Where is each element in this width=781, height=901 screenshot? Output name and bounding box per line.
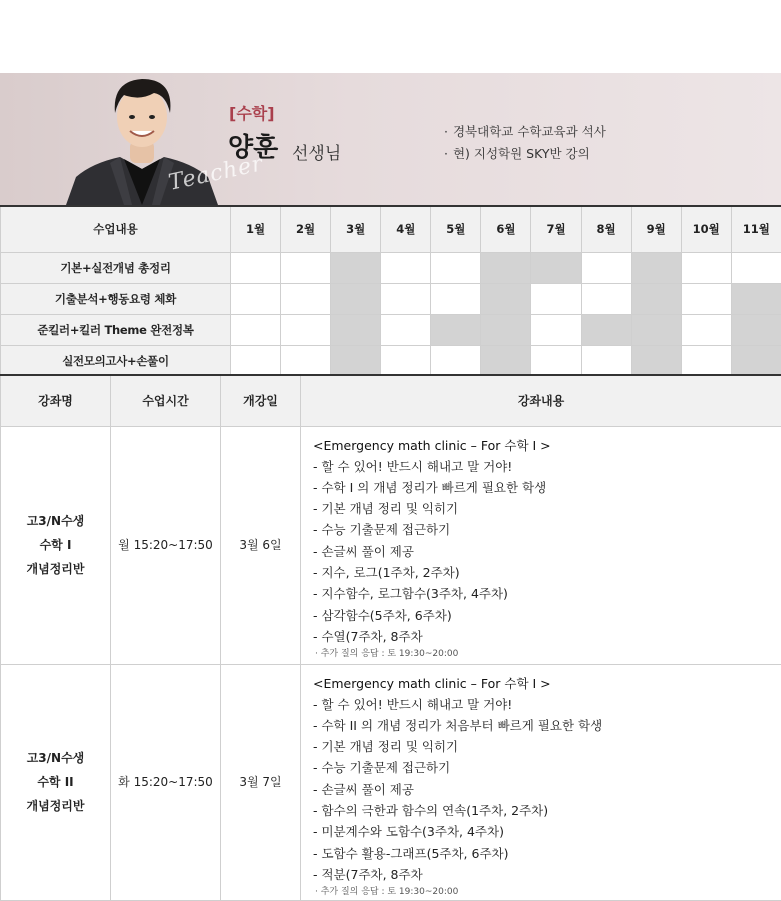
schedule-cell <box>581 252 631 283</box>
schedule-cell <box>431 283 481 314</box>
schedule-cell <box>231 314 281 345</box>
schedule-row <box>1 314 781 345</box>
start-date-cell: 3월 6일 <box>221 426 301 664</box>
class-time-cell: 화 15:20~17:50 <box>111 664 221 901</box>
teacher-banner <box>0 73 781 205</box>
header-class-time: 수업시간 <box>111 375 221 426</box>
month-header: 1월 <box>231 206 281 252</box>
schedule-cell-active <box>431 314 481 345</box>
month-header: 10월 <box>681 206 731 252</box>
schedule-cell-active <box>331 283 381 314</box>
schedule-cell <box>681 252 731 283</box>
list-item: - 수능 기출문제 접근하기 <box>313 760 451 776</box>
start-date-cell: 3월 7일 <box>221 664 301 901</box>
monthly-schedule-table <box>0 205 781 377</box>
qa-note: · 추가 질의 응답 : 토 19:30~20:00 <box>315 887 459 898</box>
course-content-cell <box>301 664 781 901</box>
schedule-cell-active <box>631 283 681 314</box>
schedule-cell <box>681 314 731 345</box>
schedule-cell <box>681 283 731 314</box>
header-course-content: 강좌내용 <box>301 375 781 426</box>
course-name-line: 개념정리반 <box>26 562 85 576</box>
schedule-cell <box>431 252 481 283</box>
schedule-cell-active <box>731 314 781 345</box>
list-item: - 함수의 극한과 함수의 연속(1주차, 2주차) <box>313 802 549 818</box>
schedule-cell <box>231 345 281 376</box>
month-header: 8월 <box>581 206 631 252</box>
month-header: 6월 <box>481 206 531 252</box>
schedule-cell-active <box>481 252 531 283</box>
course-name-line: 수학 II <box>37 775 74 790</box>
schedule-cell-active <box>731 345 781 376</box>
schedule-cell-active <box>481 314 531 345</box>
schedule-cell <box>581 345 631 376</box>
list-item: - 기본 개념 정리 및 익히기 <box>313 739 459 755</box>
list-item: - 수능 기출문제 접근하기 <box>313 522 451 538</box>
schedule-cell <box>281 314 331 345</box>
list-item: - 적분(7주차, 8주차 <box>313 866 423 882</box>
course-name-line: 수학 I <box>39 538 72 552</box>
teacher-script-text: Teacher <box>166 151 266 196</box>
schedule-row-label: 기본+실전개념 총정리 <box>1 252 231 283</box>
schedule-cell-active <box>531 252 581 283</box>
schedule-cell-active <box>331 252 381 283</box>
bio-item: · 현) 지성학원 SKY반 강의 <box>444 143 606 165</box>
schedule-cell <box>531 345 581 376</box>
schedule-body <box>1 252 781 376</box>
list-item: - 삼각함수(5주차, 6주차) <box>313 607 452 623</box>
schedule-cell <box>381 314 431 345</box>
bio-item: · 경북대학교 수학교육과 석사 <box>444 121 606 143</box>
month-header: 7월 <box>531 206 581 252</box>
schedule-cell-active <box>631 345 681 376</box>
list-item: - 수학 II 의 개념 정리가 처음부터 빠르게 필요한 학생 <box>313 717 603 733</box>
month-header: 4월 <box>381 206 431 252</box>
list-item: - 지수함수, 로그함수(3주차, 4주차) <box>313 586 508 602</box>
schedule-cell <box>231 252 281 283</box>
schedule-cell <box>531 283 581 314</box>
lecture-table <box>0 374 781 901</box>
month-header: 11월 <box>731 206 781 252</box>
list-item: - 도함수 활용-그래프(5주차, 6주차) <box>313 845 509 861</box>
schedule-header-label: 수업내용 <box>1 206 231 252</box>
list-item: - 미분계수와 도함수(3주차, 4주차) <box>313 824 504 840</box>
schedule-row <box>1 252 781 283</box>
list-item: - 지수, 로그(1주차, 2주차) <box>313 564 460 580</box>
qa-note: · 추가 질의 응답 : 토 19:30~20:00 <box>315 649 459 660</box>
schedule-cell <box>731 252 781 283</box>
schedule-cell-active <box>631 252 681 283</box>
schedule-cell <box>281 283 331 314</box>
lecture-body <box>1 426 781 901</box>
teacher-bio <box>444 121 606 165</box>
teacher-title-suffix: 선생님 <box>292 144 342 164</box>
header-start-date: 개강일 <box>221 375 301 426</box>
schedule-cell-active <box>631 314 681 345</box>
schedule-row <box>1 283 781 314</box>
header-course-name: 강좌명 <box>1 375 111 426</box>
schedule-cell <box>381 252 431 283</box>
month-header: 9월 <box>631 206 681 252</box>
course-content-cell <box>301 426 781 664</box>
list-item: - 손글씨 풀이 제공 <box>313 543 414 559</box>
course-content-title: <Emergency math clinic – For 수학 I > <box>313 675 551 691</box>
course-content-list <box>313 456 771 648</box>
list-item: - 기본 개념 정리 및 익히기 <box>313 501 459 517</box>
schedule-cell <box>381 283 431 314</box>
schedule-cell <box>431 345 481 376</box>
month-header: 2월 <box>281 206 331 252</box>
course-name-line: 고3/N수생 <box>26 514 85 528</box>
schedule-cell-active <box>331 314 381 345</box>
lecture-row <box>1 426 781 664</box>
schedule-cell <box>281 345 331 376</box>
list-item: - 수학 I 의 개념 정리가 빠르게 필요한 학생 <box>313 479 547 495</box>
subject-tag: [수학] <box>229 104 275 123</box>
class-time-cell: 월 15:20~17:50 <box>111 426 221 664</box>
list-item: - 할 수 있어! 반드시 해내고 말 거야! <box>313 696 513 712</box>
schedule-cell <box>231 283 281 314</box>
schedule-cell-active <box>481 283 531 314</box>
course-name-cell <box>1 664 111 901</box>
course-name-cell <box>1 426 111 664</box>
schedule-row-label: 기출분석+행동요령 체화 <box>1 283 231 314</box>
schedule-cell-active <box>581 314 631 345</box>
list-item: - 할 수 있어! 반드시 해내고 말 거야! <box>313 458 513 474</box>
schedule-row-label: 준킬러+킬러 Theme 완전정복 <box>1 314 231 345</box>
course-name-line: 고3/N수생 <box>26 751 85 766</box>
lecture-header-row <box>1 375 781 426</box>
teacher-name: 양훈 <box>228 133 279 163</box>
schedule-row-label: 실전모의고사+손풀이 <box>1 345 231 376</box>
course-name-line: 개념정리반 <box>26 799 85 814</box>
schedule-cell <box>381 345 431 376</box>
schedule-cell-active <box>731 283 781 314</box>
list-item: - 수열(7주차, 8주차 <box>313 628 423 644</box>
course-content-title: <Emergency math clinic – For 수학 I > <box>313 437 551 453</box>
schedule-cell <box>531 314 581 345</box>
course-content-list <box>313 694 771 886</box>
month-header: 3월 <box>331 206 381 252</box>
schedule-cell <box>681 345 731 376</box>
list-item: - 손글씨 풀이 제공 <box>313 781 414 797</box>
schedule-header-row <box>1 206 781 252</box>
schedule-cell-active <box>481 345 531 376</box>
lecture-row <box>1 664 781 901</box>
month-header: 5월 <box>431 206 481 252</box>
schedule-row <box>1 345 781 376</box>
schedule-cell-active <box>331 345 381 376</box>
schedule-cell <box>581 283 631 314</box>
schedule-cell <box>281 252 331 283</box>
